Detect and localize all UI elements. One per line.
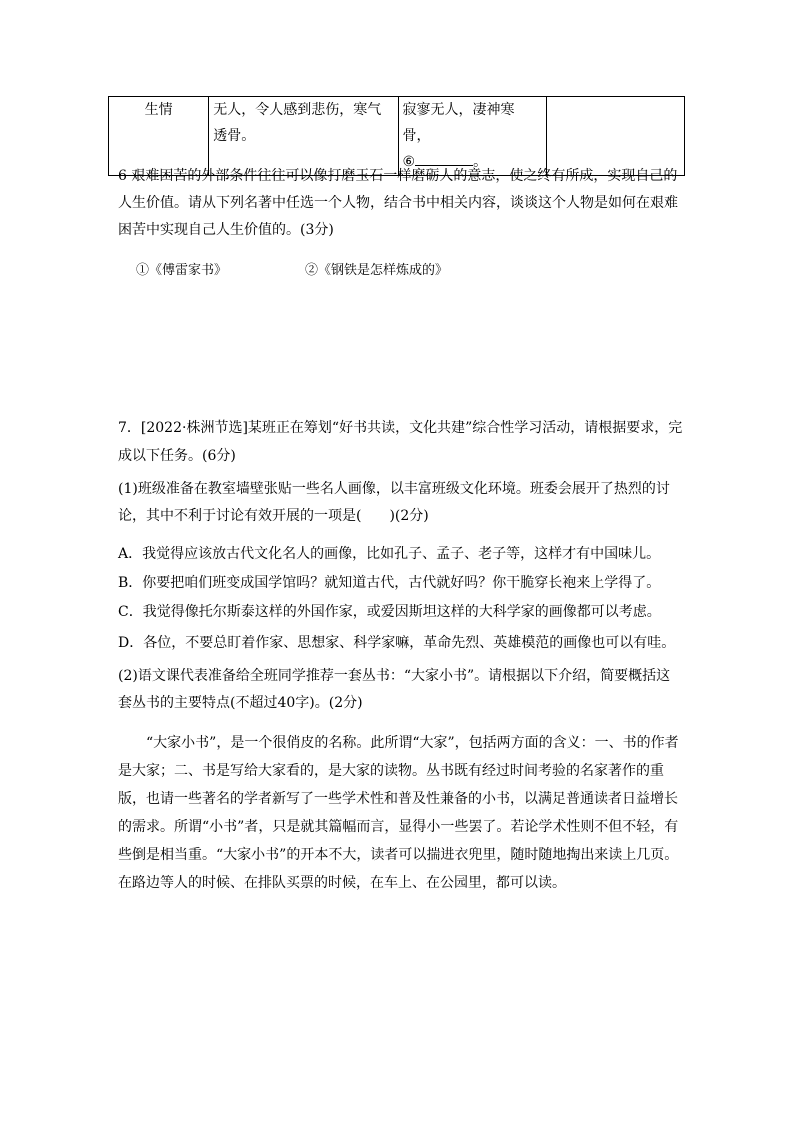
question-7-intro: 7．[2022·株洲节选]某班正在筹划“好书共读，文化共建”综合性学习活动，请根据要求，完成以下任务。(6分) xyxy=(118,420,683,464)
question-7-sub1: (1)班级准备在教室墙壁张贴一些名人画像，以丰富班级文化环境。班委会展开了热烈的讨论，其中不利于讨论有效开展的一项是( )(2分) xyxy=(118,481,670,524)
option-b: B．你要把咱们班变成国学馆吗？就知道古代，古代就好吗？你干脆穿长袍来上学得了。 xyxy=(118,575,661,591)
question-6-text: 6 艰难困苦的外部条件往往可以像打磨玉石一样磨砺人的意志，使之终有所成，实现自己的人生价值。请从下列名著中任选一个人物，结合书中相关内容，谈谈这个人物是如何在艰难困苦中实现自己人生价值的。(3分) xyxy=(118,168,678,238)
cell-text: 寂寥无人，凄神寒骨， xyxy=(402,102,515,144)
option-a: A．我觉得应该放古代文化名人的画像，比如孔子、孟子、老子等，这样才有中国味儿。 xyxy=(118,546,661,562)
question-6-option-1: ①《傅雷家书》 xyxy=(136,263,228,278)
cell-text: 。 xyxy=(473,154,488,170)
question-6-option-2: ②《钢铁是怎样炼成的》 xyxy=(305,263,449,278)
cell-text: 无人，令人感到悲伤，寒气 xyxy=(213,102,382,118)
cell-text: 透骨。 xyxy=(213,128,256,144)
option-c: C．我觉得像托尔斯泰这样的外国作家，或爱因斯坦这样的大科学家的画像都可以考虑。 xyxy=(118,604,661,620)
question-7-sub2: (2)语文课代表准备给全班同学推荐一套丛书：“大家小书”。请根据以下介绍，简要概括这套丛书的主要特点(不超过40字)。(2分) xyxy=(118,668,671,711)
blank-number: ⑥ xyxy=(402,154,416,170)
passage-text: “大家小书”，是一个很俏皮的名称。此所谓“大家”，包括两方面的含义：一、书的作者是大家；二、书是写给大家看的，是大家的读物。丛书既有经过时间考验的名家著作的重版，也请一些著名的学者新写了一些学术性和普及性兼备的小书，以满足普通读者日益增长的需求。所谓“小书”者，只是就其篇幅而言，显得小一些罢了。若论学术性则不但不轻，有些倒是相当重。“大家小书”的开本不大，读者可以揣进衣兜里，随时随地掏出来读上几页。在路边等人的时候、在排队买票的时候，在车上、在公园里，都可以读。 xyxy=(118,735,679,891)
row-label: 生情 xyxy=(144,102,173,118)
option-d: D．各位，不要总盯着作家、思想家、科学家嘛，革命先烈、英雄模范的画像也可以有哇。 xyxy=(118,635,676,651)
